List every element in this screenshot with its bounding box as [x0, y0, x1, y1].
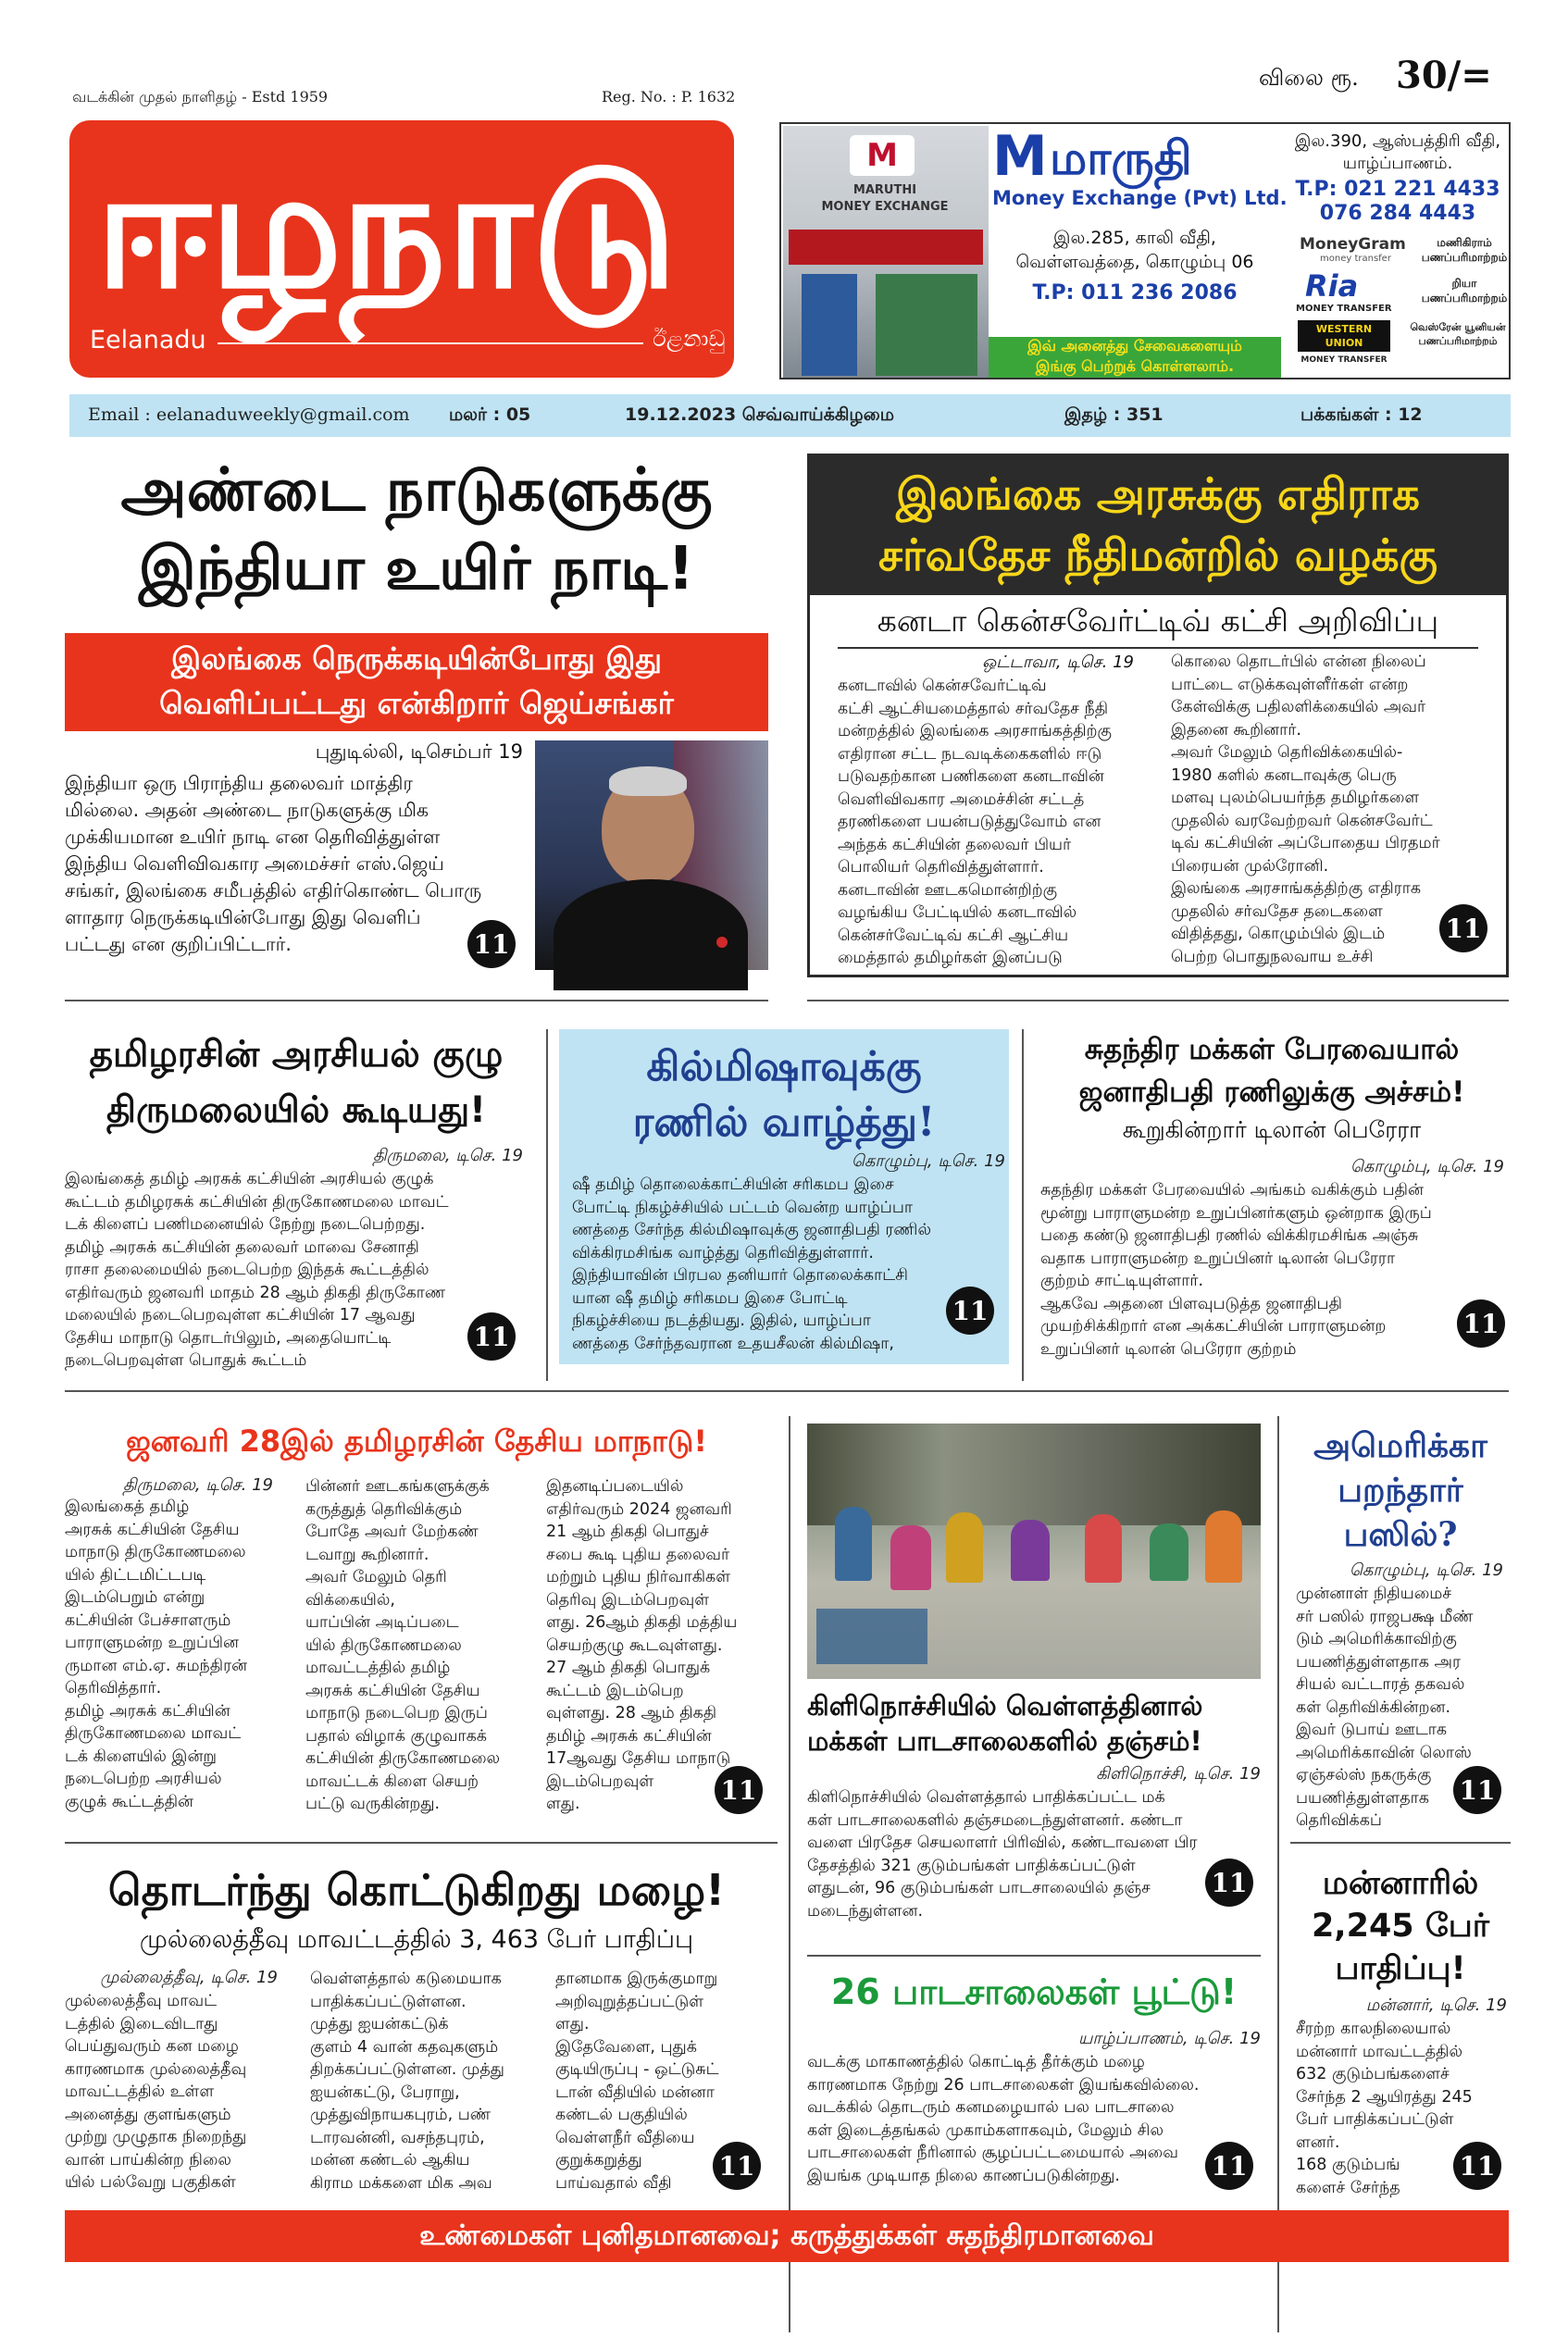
story10-body: வடக்கு மாகாணத்தில் கொட்டித் தீர்க்கும் மழை காரணமாக நேற்று 26 பாடசாலைகள் இயங்கவில்லை. வடக்கில் தொடரும் கனமழையால் பல பாடசாலை கள் இடைத்தங்கல் முகாம்களாகவும், மேலும் சில பாடசாலைகள் நீரினால் சூழப்பட்டமையால் அவை இயங்க முடியாத நிலை காணப்படுகின்றது. [807, 2053, 1200, 2185]
story7-headline-line2: மக்கள் பாடசாலைகளில் தஞ்சம்! [807, 1725, 1202, 1757]
story2-headline-panel [810, 456, 1506, 595]
story9-subheadline: முல்லைத்தீவு மாவட்டத்தில் 3, 463 பேர் பாதிப்பு [139, 1925, 694, 1954]
jaffna-phone1: T.P: 021 221 4433 [1295, 178, 1500, 201]
story8-headline-line1: அமெரிக்கா [1313, 1426, 1487, 1465]
person-figure [890, 1525, 931, 1590]
colombo-address-line2: வெள்ளவத்தை, கொழும்பு 06 [1015, 252, 1254, 272]
story2-column1: கனடாவில் கென்சவேர்ட்டிவ் கட்சி ஆட்சியமைத்தால் சர்வதேச நீதி மன்றத்தில் இலங்கை அரசாங்கத்திற்கு எதிரான சட்ட நடவடிக்கைகளில் ஈடு படுவதற்கான பணிகளை கனடாவின் வெளிவிவகார அமைச்சின் சட்டத் தரணிகளை பயன்படுத்துவோம் என அந்தக் கட்சியின் தலைவர் பியர் பொலியர் தெரிவித்துள்ளார். கனடாவின் ஊடகமொன்றிற்கு வழங்கிய பேட்டியில் கனடாவில் கென்சர்வேட்டிவ் கட்சி ஆட்சிய மைத்தால் தமிழர்கள் இனப்படு [838, 677, 1112, 967]
continued-page-badge: 11 [1453, 1766, 1501, 1814]
story2-box [807, 454, 1509, 977]
story5-body: சுதந்திர மக்கள் பேரவையில் அங்கம் வகிக்கும் பதின் மூன்று பாராளுமன்ற உறுப்பினர்களும் ஒன்றாக இருப் பதை கண்டு ஜனாதிபதி ரணில் விக்கிரமசிங்க அஞ்சு வதாக பாராளுமன்ற உறுப்பினர் டிலான் பெரேரா குற்றம் சாட்டியுள்ளார். ஆகவே அதனை பிளவுபடுத்த ஜனாதிபதி முயற்சிக்கிறார் என அக்கட்சியின் பாராளுமன்ற உறுப்பினர் டிலான் பெரேரா குற்றம் [1040, 1181, 1432, 1359]
person-figure [946, 1512, 983, 1583]
western-union-logo: WESTERN UNION [1298, 320, 1390, 352]
section-rule [807, 1000, 1509, 1001]
shop-sign-line1: MARUTHI [852, 183, 917, 197]
person-figure [835, 1507, 872, 1581]
shop-sign-line2: MONEY EXCHANGE [821, 200, 949, 214]
shop-door [802, 274, 857, 376]
story6-column2: பின்னர் ஊடகங்களுக்குக் கருத்துத் தெரிவிக்கும் போதே அவர் மேற்கண் டவாறு கூறினார். அவர் மேலும் தெரி விக்கையில், யாப்பின் அடிப்படை யில் திருகோணமலை மாவட்டத்தில் தமிழ் அரசுக் கட்சியின் தேசிய மாநாடு நடைபெற இருப் பதால் விழாக் குழுவாகக் கட்சியின் திருகோணமலை மாவட்டக் கிளை செயற் பட்டு வருகின்றது. [305, 1477, 501, 1813]
continued-page-badge: 11 [713, 2142, 761, 2190]
story5-subheadline: கூறுகின்றார் டிலான் பெரேரா [1122, 1116, 1422, 1143]
maruthi-logo-icon: M [850, 135, 915, 176]
western-union-sub: MONEY TRANSFER [1300, 355, 1388, 365]
story11-dateline: மன்னார், டிசெ. 19 [1365, 1996, 1507, 2015]
story1-subheadline-line2: வெளிப்பட்டது என்கிறார் ஜெய்சங்கர் [159, 685, 674, 721]
moneygram-logo: MoneyGram [1300, 235, 1406, 254]
info-bar [69, 394, 1511, 437]
story6-dateline: திருமலை, டிசெ. 19 [123, 1475, 273, 1495]
story9-column2: வெள்ளத்தால் கடுமையாக பாதிக்கப்பட்டுள்ளன. முத்து ஐயன்கட்டுக் குளம் 4 வான் கதவுகளும் திறக்கப்பட்டுள்ளன. முத்து ஐயன்கட்டு, பேராறு, முத்துவிநாயகபுரம், பண் டாரவன்னி, வசந்தபுரம், மன்ன கண்டல் ஆகிய கிராம மக்களை மிக அவ [310, 1970, 504, 2193]
lapel-pin-icon [716, 937, 728, 948]
issue-label: மலர் : 05 [449, 404, 531, 425]
story11-headline-line3: பாதிப்பு! [1335, 1950, 1466, 1987]
issue-number: இதழ் : 351 [1064, 404, 1164, 425]
story11-headline-line1: மன்னாரில் [1322, 1865, 1479, 1902]
story9-dateline: முல்லைத்தீவு, டிசெ. 19 [100, 1968, 278, 1987]
service-line1: இவ் அனைத்து சேவைகளையும் [1027, 337, 1242, 354]
story4-headline-line2: ரணில் வாழ்த்து! [632, 1099, 936, 1146]
brand-english: Money Exchange (Pvt) Ltd. [992, 187, 1288, 209]
section-rule [65, 1842, 778, 1844]
issue-date: 19.12.2023 செவ்வாய்க்கிழமை [625, 404, 894, 425]
column-rule [1277, 1416, 1279, 2332]
story11-body: சீரற்ற காலநிலையால் மன்னார் மாவட்டத்தில் 632 குடும்பங்களைச் சேர்ந்த 2 ஆயிரத்து 245 பேர் பாதிக்கப்பட்டுள் ளனர். 168 குடும்பங் களைச் சேர்ந்த [1296, 2020, 1473, 2197]
ad-green-panel [989, 124, 1288, 378]
story1-dateline: புதுடில்லி, டிசெம்பர் 19 [315, 740, 523, 763]
story1-headline-line1: அண்டை நாடுகளுக்கு [120, 456, 713, 525]
contact-email: Email : eelanaduweekly@gmail.com [88, 404, 410, 425]
continued-page-badge: 11 [1439, 904, 1487, 952]
person-figure [1205, 1511, 1242, 1583]
story6-column3: இதனடிப்படையில் எதிர்வரும் 2024 ஜனவரி 21 ஆம் திகதி பொதுச் சபை கூடி புதிய தலைவர் மற்றும் புதிய நிர்வாகிகள் தெரிவு இடம்பெறவுள் ளது. 26ஆம் திகதி மத்திய செயற்குழு கூடவுள்ளது. 27 ஆம் திகதி பொதுக் கூட்டம் இடம்பெற வுள்ளது. 28 ஆம் திகதி தமிழ் அரசுக் கட்சியின் 17ஆவது தேசிய மாநாடு இடம்பெறவுள் ளது. [546, 1477, 738, 1813]
story2-headline-line2: சர்வதேச நீதிமன்றில் வழக்கு [877, 530, 1438, 581]
story4-dateline: கொழும்பு, டிசெ. 19 [851, 1151, 1005, 1171]
logo-text: ஈழநாடு [95, 133, 676, 325]
ria-logo: Ria [1305, 268, 1359, 304]
story2-column2: கொலை தொடர்பில் என்ன நிலைப் பாட்டை எடுக்கவுள்ளீர்கள் என்ற கேள்விக்கு பதிலளிக்கையில் அவர் இதனை கூறினார். அவர் மேலும் தெரிவிக்கையில்- 1980 களில் கனடாவுக்கு பெரு மளவு புலம்பெயர்ந்த தமிழர்களை முதலில் வரவேற்றவர் கென்சவேர்ட் டிவ் கட்சியின் அப்போதைய பிரதமர் பிரையன் முல்ரோனி. இலங்கை அரசாங்கத்திற்கு எதிராக முதலில் சர்வதேச தடைகளை விதித்தது, கொழும்பில் இடம் பெற்ற பொதுநலவாய உச்சி [1171, 653, 1440, 966]
colombo-phone: T.P: 011 236 2086 [1032, 281, 1238, 305]
story5-dateline: கொழும்பு, டிசெ. 19 [1350, 1157, 1504, 1176]
jaffna-address-line1: இல.390, ஆஸ்பத்திரி வீதி, [1294, 131, 1501, 151]
story2-subheadline: கனடா கென்சவேர்ட்டிவ் கட்சி அறிவிப்பு [877, 603, 1439, 639]
continued-page-badge: 11 [1457, 1299, 1505, 1348]
logo-english-subtitle: Eelanadu [90, 326, 206, 354]
continued-page-badge: 11 [1205, 1859, 1253, 1907]
jaishankar-photo [535, 740, 768, 970]
ria-tamil: றியா பணப்பரிமாற்றம் [1421, 277, 1508, 305]
story3-headline-line2: திருமலையில் கூடியது! [106, 1089, 486, 1131]
column-rule [1022, 1029, 1024, 1381]
photo-background [807, 1424, 1261, 1525]
moneygram-sub: money transfer [1320, 254, 1391, 264]
price-label: விலை ரூ. [1259, 65, 1359, 91]
logo-rule [218, 342, 643, 344]
story2-headline-line1: இலங்கை அரசுக்கு எதிராக [896, 469, 1420, 520]
story4-body: ஷீ தமிழ் தொலைக்காட்சியின் சரிகமப இசை போட்டி நிகழ்ச்சியில் பட்டம் வென்ற யாழ்ப்பா ணத்தை சேர்ந்த கில்மிஷாவுக்கு ஜனாதிபதி ரணில் விக்கிரமசிங்க வாழ்த்து தெரிவித்துள்ளார். இந்தியாவின் பிரபல தனியார் தொலைக்காட்சி யான ஷீ தமிழ் சரிகமப இசை போட்டி நிகழ்ச்சியை நடத்தியது. இதில், யாழ்ப்பா ணத்தை சேர்ந்தவரான உதயசீலன் கில்மிஷா, [572, 1175, 931, 1353]
logo-sinhala-subtitle: ඊළනාඩු [653, 326, 726, 352]
story7-body: கிளிநொச்சியில் வெள்ளத்தால் பாதிக்கப்பட்ட மக் கள் பாடசாலைகளில் தஞ்சமடைந்துள்ளனர். கண்டா வளை பிரதேச செயலாளர் பிரிவில், கண்டாவளை பிர தேசத்தில் 321 குடும்பங்கள் பாதிக்கப்பட்டுள் ளதுடன், 96 குடும்பங்கள் பாடசாலையில் தஞ்ச மடைந்துள்ளன. [807, 1788, 1198, 1921]
story8-dateline: கொழும்பு, டிசெ. 19 [1349, 1560, 1503, 1580]
story2-sub-rule [838, 647, 1478, 649]
shop-window [876, 274, 977, 376]
story5-headline-line2: ஜனாதிபதி ரணிலுக்கு அச்சம்! [1078, 1076, 1465, 1109]
ria-sub: MONEY TRANSFER [1296, 304, 1392, 314]
portrait-body [554, 879, 748, 990]
page-count: பக்கங்கள் : 12 [1300, 404, 1423, 425]
story10-headline: 26 பாடசாலைகள் பூட்டு! [830, 1971, 1238, 2012]
person-figure [1150, 1523, 1188, 1581]
story4-box [559, 1029, 1009, 1364]
column-rule [789, 1416, 790, 2332]
person-figure [1011, 1520, 1050, 1581]
footer-slogan-bar [65, 2210, 1509, 2262]
story7-dateline: கிளிநொச்சி, டிசெ. 19 [1096, 1764, 1261, 1784]
story6-headline: ஜனவரி 28இல் தமிழரசின் தேசிய மாநாடு! [126, 1424, 707, 1459]
continued-page-badge: 11 [467, 1312, 516, 1361]
section-rule [1290, 1842, 1511, 1844]
story3-headline-line1: தமிழரசின் அரசியல் குழு [89, 1034, 504, 1076]
section-rule [65, 1000, 768, 1001]
flood-shelter-photo [807, 1424, 1261, 1679]
story11-headline-line2: 2,245 பேர் [1311, 1908, 1490, 1945]
story7-headline-line1: கிளிநொச்சியில் வெள்ளத்தினால் [807, 1690, 1203, 1722]
money-exchange-ad [779, 122, 1511, 379]
western-union-tamil: வெஸ்ரேன் யூனியன் பணப்பரிமாற்றம் [1410, 321, 1506, 347]
masthead-tagline: வடக்கின் முதல் நாளிதழ் - Estd 1959 [72, 88, 329, 106]
story1-headline-line2: இந்தியா உயிர் நாடி! [138, 535, 695, 603]
person-figure [1085, 1514, 1122, 1583]
story1-subheadline-line1: இலங்கை நெருக்கடியின்போது இது [170, 640, 663, 677]
section-rule [807, 1955, 1261, 1957]
continued-page-badge: 11 [1453, 2142, 1501, 2190]
price-value: 30/= [1396, 54, 1492, 97]
story4-headline-line1: கில்மிஷாவுக்கு [646, 1043, 922, 1090]
column-rule [546, 1029, 548, 1381]
colombo-address-line1: இல.285, காலி வீதி, [1053, 228, 1216, 248]
chairs-foreground [816, 1609, 927, 1664]
story9-headline: தொடர்ந்து கொட்டுகிறது மழை! [107, 1865, 726, 1915]
masthead-logo [69, 120, 734, 378]
shop-banner [789, 230, 983, 265]
story2-dateline: ஒட்டாவா, டிசெ. 19 [982, 653, 1134, 672]
registration-number: Reg. No. : P. 1632 [602, 88, 736, 106]
story3-body: இலங்கைத் தமிழ் அரசுக் கட்சியின் அரசியல் குழுக் கூட்டம் தமிழரசுக் கட்சியின் திருகோணமலை மாவட் டக் கிளைப் பணிமனையில் நேற்று நடைபெற்றது. தமிழ் அரசுக் கட்சியின் தலைவர் மாவை சேனாதி ராசா தலைமையில் நடைபெற்ற இந்தக் கூட்டத்தில் எதிர்வரும் ஜனவரி மாதம் 28 ஆம் திகதி திருகோண மலையில் நடைபெறவுள்ள கட்சியின் 17 ஆவது தேசிய மாநாடு தொடர்பிலும், அதையொட்டி நடைபெறவுள்ள பொதுக் கூட்டம் [65, 1170, 449, 1370]
jaffna-phone2: 076 284 4443 [1319, 202, 1476, 225]
story3-dateline: திருமலை, டிசெ. 19 [373, 1146, 523, 1165]
service-line2: இங்கு பெற்றுக் கொள்ளலாம். [1035, 357, 1235, 375]
section-rule [65, 1390, 1509, 1392]
moneygram-tamil: மணிகிராம் பணப்பரிமாற்றம் [1421, 236, 1508, 264]
story8-body: முன்னாள் நிதியமைச் சர் பஸில் ராஜபக்ஷ மீண் டும் அமெரிக்காவிற்கு பயணித்துள்ளதாக அர சியல் வட்டாரத் தகவல் கள் தெரிவிக்கின்றன. இவர் டுபாய் ஊடாக அமெரிக்காவின் லொஸ் ஏஞ்சல்ஸ் நகருக்கு பயணித்துள்ளதாக தெரிவிக்கப் [1296, 1585, 1474, 1830]
story5-headline-line1: சுதந்திர மக்கள் பேரவையால் [1084, 1033, 1460, 1066]
story1-body: இந்தியா ஒரு பிராந்திய தலைவர் மாத்திர மில்லை. அதன் அண்டை நாடுகளுக்கு மிக முக்கியமான உயிர் நாடி என தெரிவித்துள்ள இந்திய வெளிவிவகார அமைச்சர் எஸ்.ஜெய் சங்கர், இலங்கை சமீபத்தில் எதிர்கொண்ட பொரு ளாதார நெருக்கடியின்போது இது வெளிப் பட்டது என குறிப்பிட்டார். [65, 772, 482, 955]
continued-page-badge: 11 [1205, 2142, 1253, 2190]
continued-page-badge: 11 [715, 1766, 763, 1814]
portrait-hair [609, 766, 687, 796]
jaffna-address-line2: யாழ்ப்பாணம். [1342, 154, 1453, 173]
brand-tamil: மாருதி [1050, 131, 1192, 185]
story1-subheadline-box [65, 633, 768, 731]
story9-column1: முல்லைத்தீவு மாவட் டத்தில் இடைவிடாது பெய்துவரும் கன மழை காரணமாக முல்லைத்தீவு மாவட்டத்தில் உள்ள அனைத்து குளங்களும் முற்று முழுதாக நிறைந்து வான் பாய்கின்ற நிலை யில் பல்வேறு பகுதிகள் [65, 1992, 247, 2192]
story9-column3: தானமாக இருக்குமாறு அறிவுறுத்தப்பட்டுள் ளது. இதேவேளை, புதுக் குடியிருப்பு - ஒட்டுசுட் டான் வீதியில் மன்னா கண்டல் பகுதியில் வெள்ளநீர் வீதியை குறுக்கறுத்து பாய்வதால் வீதி [555, 1970, 719, 2193]
story8-headline-line2: பறந்தார் [1338, 1471, 1463, 1510]
shop-photo [783, 126, 989, 378]
story8-headline-line3: பஸில்? [1343, 1515, 1458, 1554]
story6-column1: இலங்கைத் தமிழ் அரசுக் கட்சியின் தேசிய மாநாடு திருகோணமலை யில் திட்டமிட்டபடி இடம்பெறும் என்று கட்சியின் பேச்சாளரும் பாராளுமன்ற உறுப்பின ருமான எம்.ஏ. சுமந்திரன் தெரிவித்தார். தமிழ் அரசுக் கட்சியின் திருகோணமலை மாவட் டக் கிளையில் இன்று நடைபெற்ற அரசியல் குழுக் கூட்டத்தின் [65, 1498, 248, 1811]
continued-page-badge: 11 [946, 1287, 994, 1335]
continued-page-badge: 11 [467, 920, 516, 968]
maruthi-m-icon: M [992, 124, 1048, 189]
story10-dateline: யாழ்ப்பாணம், டிசெ. 19 [1078, 2029, 1261, 2048]
footer-slogan: உண்மைகள் புனிதமானவை; கருத்துக்கள் சுதந்திரமானவை [419, 2219, 1154, 2252]
